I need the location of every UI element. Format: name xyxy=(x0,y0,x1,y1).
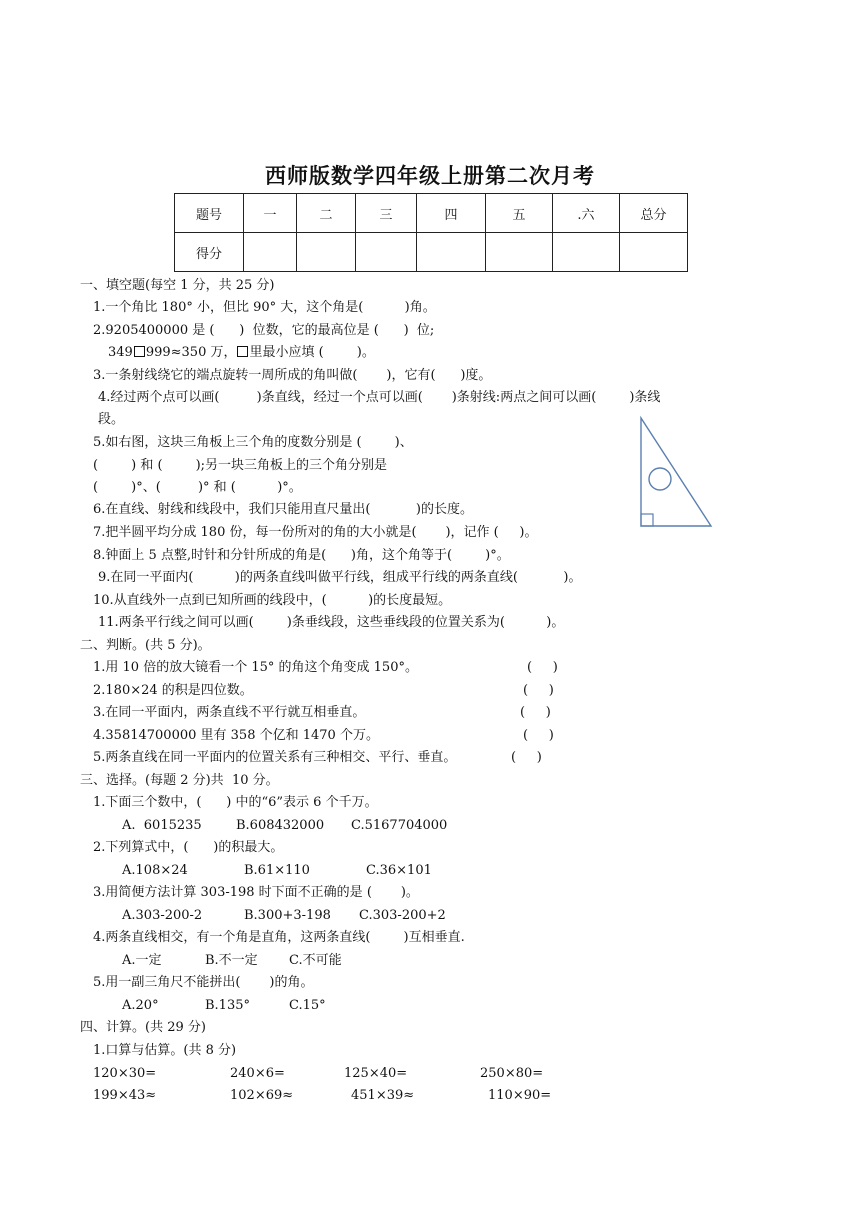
choice-option[interactable]: A.108×24 xyxy=(122,863,188,878)
question-1-3: 3.一条射线绕它的端点旋转一周所成的角叫做( )，它有( )度。 xyxy=(93,368,492,383)
judge-item-4: 4.35814700000 里有 358 个亿和 1470 个万。 xyxy=(93,728,379,743)
score-table xyxy=(174,193,688,272)
score-header-cell: 二 xyxy=(297,194,356,233)
score-cell[interactable] xyxy=(297,233,356,272)
choice-option[interactable]: C.303-200+2 xyxy=(359,908,446,923)
calc-subheading: 1.口算与估算。(共 8 分) xyxy=(93,1043,237,1058)
section-2-heading: 二、判断。(共 5 分)。 xyxy=(80,638,211,653)
score-cell[interactable] xyxy=(620,233,688,272)
choice-question-5: 5.用一副三角尺不能拼出( )的角。 xyxy=(93,975,314,990)
right-angle-mark xyxy=(641,514,653,526)
page-title: 西师版数学四年级上册第二次月考 xyxy=(265,164,595,188)
score-header-cell: 四 xyxy=(417,194,486,233)
judge-answer-4[interactable]: ( ) xyxy=(523,728,554,743)
judge-answer-1[interactable]: ( ) xyxy=(527,660,558,675)
question-1-1: 1.一个角比 180° 小，但比 90° 大，这个角是( )角。 xyxy=(93,300,436,315)
choice-option[interactable]: C.36×101 xyxy=(366,863,432,878)
calc-item: 110×90= xyxy=(488,1088,552,1103)
question-1-5b: ( ) 和 ( );另一块三角板上的三个角分别是 xyxy=(93,458,388,473)
question-1-7: 7.把半圆平均分成 180 份，每一份所对的角的大小就是( )，记作 ( )。 xyxy=(93,525,538,540)
judge-item-2: 2.180×24 的积是四位数。 xyxy=(93,683,253,698)
score-row-label: 得分 xyxy=(175,233,244,272)
choice-option[interactable]: A.一定 xyxy=(122,953,162,968)
choice-question-3: 3.用简便方法计算 303-198 时下面不正确的是 ( )。 xyxy=(93,885,419,900)
choice-option[interactable]: C.不可能 xyxy=(289,953,342,968)
question-1-4b: 段。 xyxy=(98,412,125,427)
choice-option[interactable]: A.303-200-2 xyxy=(122,908,203,923)
calc-item: 199×43≈ xyxy=(93,1088,157,1103)
section-1-heading: 一、填空题(每空 1 分，共 25 分) xyxy=(80,278,275,293)
section-3-heading: 三、选择。(每题 2 分)共 10 分。 xyxy=(80,773,279,788)
score-header-cell: 题号 xyxy=(175,194,244,233)
score-cell[interactable] xyxy=(486,233,553,272)
blank-square-icon xyxy=(237,346,248,357)
choice-question-2: 2.下列算式中，( )的积最大。 xyxy=(93,840,284,855)
question-1-11: 11.两条平行线之间可以画( )条垂线段，这些垂线段的位置关系为( )。 xyxy=(98,615,565,630)
calc-item: 125×40= xyxy=(344,1066,408,1081)
question-1-10: 10.从直线外一点到已知所画的线段中，( )的长度最短。 xyxy=(93,593,452,608)
question-1-2b xyxy=(108,345,375,361)
calc-item: 250×80= xyxy=(480,1066,544,1081)
calc-item: 451×39≈ xyxy=(351,1088,415,1103)
choice-option[interactable]: B.61×110 xyxy=(244,863,310,878)
choice-option[interactable]: A. 6015235 xyxy=(122,818,202,833)
score-header-cell: 五 xyxy=(486,194,553,233)
judge-answer-5[interactable]: ( ) xyxy=(511,750,542,765)
question-1-2b-part: 999≈350 万， xyxy=(145,345,237,360)
choice-question-4: 4.两条直线相交，有一个角是直角，这两条直线( )互相垂直. xyxy=(93,930,465,945)
score-row xyxy=(175,233,688,272)
calc-item: 102×69≈ xyxy=(230,1088,294,1103)
score-cell[interactable] xyxy=(356,233,417,272)
section-4-heading: 四、计算。(共 29 分) xyxy=(80,1020,206,1035)
score-cell[interactable] xyxy=(244,233,297,272)
blank-square-icon xyxy=(134,346,145,357)
choice-option[interactable]: C.5167704000 xyxy=(351,818,448,833)
question-1-2: 2.9205400000 是 ( ) 位数，它的最高位是 ( ) 位; xyxy=(93,323,435,338)
triangle-ruler-figure xyxy=(636,414,716,530)
score-cell[interactable] xyxy=(553,233,620,272)
choice-option[interactable]: B.608432000 xyxy=(236,818,325,833)
choice-question-1: 1.下面三个数中，( ) 中的“6”表示 6 个千万。 xyxy=(93,795,378,810)
score-header-cell: 三 xyxy=(356,194,417,233)
question-1-5c: ( )°、( )° 和 ( )°。 xyxy=(93,480,302,495)
question-1-9: 9.在同一平面内( )的两条直线叫做平行线，组成平行线的两条直线( )。 xyxy=(98,570,582,585)
score-header-cell: .六 xyxy=(553,194,620,233)
judge-item-5: 5.两条直线在同一平面内的位置关系有三种相交、平行、垂直。 xyxy=(93,750,457,765)
choice-option[interactable]: B.135° xyxy=(205,998,250,1013)
score-header-cell: 总分 xyxy=(620,194,688,233)
question-1-2b-part: 349 xyxy=(108,345,133,360)
question-1-8: 8.钟面上 5 点整,时针和分针所成的角是( )角，这个角等于( )°。 xyxy=(93,548,510,563)
question-1-6: 6.在直线、射线和线段中，我们只能用直尺量出( )的长度。 xyxy=(93,502,474,517)
calc-item: 120×30= xyxy=(93,1066,157,1081)
judge-item-3: 3.在同一平面内，两条直线不平行就互相垂直。 xyxy=(93,705,366,720)
judge-answer-2[interactable]: ( ) xyxy=(523,683,554,698)
question-1-4: 4.经过两个点可以画( )条直线，经过一个点可以画( )条射线:两点之间可以画( )条线 xyxy=(98,390,661,405)
choice-option[interactable]: B.不一定 xyxy=(205,953,258,968)
choice-option[interactable]: B.300+3-198 xyxy=(244,908,331,923)
score-cell[interactable] xyxy=(417,233,486,272)
judge-item-1: 1.用 10 倍的放大镜看一个 15° 的角这个角变成 150°。 xyxy=(93,660,418,675)
calc-item: 240×6= xyxy=(230,1066,285,1081)
choice-option[interactable]: A.20° xyxy=(122,998,159,1013)
question-1-2b-part: 里最小应填 ( )。 xyxy=(249,345,375,360)
question-1-5: 5.如右图，这块三角板上三个角的度数分别是 ( )、 xyxy=(93,435,413,450)
choice-option[interactable]: C.15° xyxy=(289,998,326,1013)
judge-answer-3[interactable]: ( ) xyxy=(520,705,551,720)
score-header-cell: 一 xyxy=(244,194,297,233)
triangle-hole xyxy=(649,468,671,490)
score-header-row xyxy=(175,194,688,233)
